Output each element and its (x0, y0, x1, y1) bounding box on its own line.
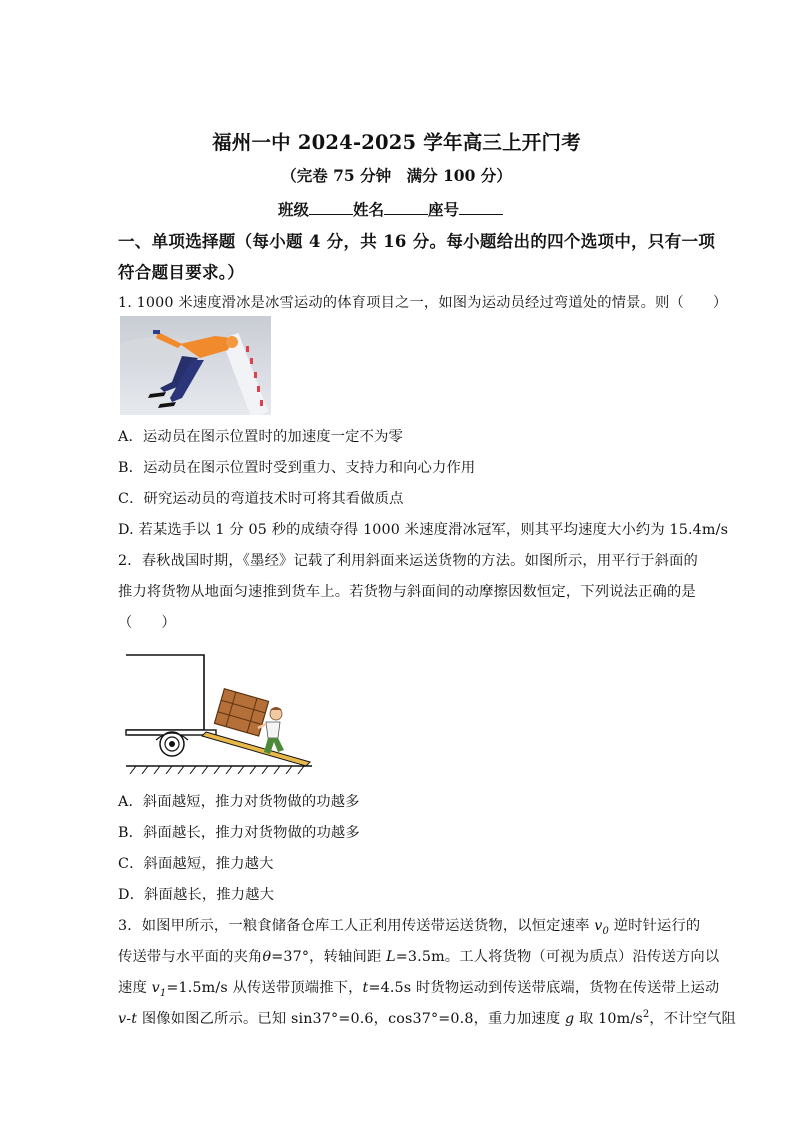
q3-text: 传送带与水平面的夹角 (118, 949, 263, 965)
section-heading-line1: 一、单项选择题（每小题 4 分，共 16 分。每小题给出的四个选项中，只有一项 (118, 232, 716, 251)
name-blank[interactable] (384, 200, 428, 215)
var-t: t (131, 1011, 138, 1027)
q3-text: =4.5s 时货物运动到传送带底端，货物在传送带上运动 (368, 980, 720, 996)
var-theta: θ (262, 949, 272, 965)
exam-subtitle: （完卷 75 分钟 满分 100 分） (281, 166, 512, 185)
q3-text: - (126, 1011, 132, 1027)
var-t: t (362, 980, 369, 996)
subscript: 1 (159, 987, 167, 999)
name-label: 姓名 (353, 200, 385, 219)
speed-skater-image (120, 316, 271, 415)
subscript: 0 (602, 925, 609, 937)
var-v: v (151, 980, 160, 996)
seat-blank[interactable] (459, 200, 503, 215)
q3-text: ，不计空气阻 (649, 1011, 737, 1027)
var-v: v (118, 1011, 127, 1027)
q1-option-c: C．研究运动员的弯道技术时可将其看做质点 (118, 491, 404, 507)
q1-option-a: A．运动员在图示位置时的加速度一定不为零 (118, 429, 403, 445)
q2-option-c: C．斜面越短，推力越大 (118, 856, 274, 872)
student-info-fields (278, 198, 503, 220)
q3-text: 逆时针运行的 (609, 918, 701, 934)
seat-label: 座号 (428, 200, 460, 219)
page-title: 福州一中 2024-2025 学年高三上开门考 (212, 131, 581, 154)
q2-option-b: B．斜面越长，推力对货物做的功越多 (118, 825, 360, 841)
q2-stem-line1: 2．春秋战国时期，《墨经》记载了利用斜面来运送货物的方法。如图所示，用平行于斜面的 (118, 553, 698, 569)
truck-ramp-diagram (120, 648, 318, 774)
q3-text: =3.5m。工人将货物（可视为质点）沿传送方向以 (395, 949, 720, 965)
q2-option-d: D．斜面越长，推力越大 (118, 887, 275, 903)
q3-line3 (118, 977, 719, 999)
var-v: v (594, 918, 603, 934)
class-blank[interactable] (309, 200, 353, 215)
q2-stem-line3: （ ） (118, 615, 176, 631)
var-g: g (565, 1011, 575, 1027)
q3-text: =37°，转轴间距 (271, 949, 387, 965)
q3-text: 3．如图甲所示，一粮食储备仓库工人正利用传送带运送货物，以恒定速率 (118, 918, 595, 934)
class-label: 班级 (278, 200, 310, 219)
q3-text: 取 10m/s (574, 1011, 643, 1027)
q2-option-a: A．斜面越短，推力对货物做的功越多 (118, 794, 360, 810)
q1-option-d: D. 若某选手以 1 分 05 秒的成绩夺得 1000 米速度滑冰冠军，则其平均速度大小约为 15.4m/s (118, 522, 729, 538)
q3-line1 (118, 915, 700, 937)
section-heading-line2: 符合题目要求。） (118, 263, 245, 282)
q3-text: 图像如图乙所示。已知 sin37°=0.6，cos37°=0.8，重力加速度 (137, 1011, 565, 1027)
q2-stem-line2: 推力将货物从地面匀速推到货车上。若货物与斜面间的动摩擦因数恒定，下列说法正确的是 (118, 584, 696, 600)
q3-text: 速度 (118, 980, 152, 996)
q3-line4 (118, 1008, 736, 1028)
var-L: L (386, 949, 396, 965)
superscript: 2 (642, 1009, 650, 1021)
q1-stem: 1. 1000 米速度滑冰是冰雪运动的体育项目之一，如图为运动员经过弯道处的情景。则（ ） (118, 295, 728, 311)
q1-option-b: B．运动员在图示位置时受到重力、支持力和向心力作用 (118, 460, 476, 476)
q3-line2 (118, 946, 719, 966)
q3-text: =1.5m/s 从传送带顶端推下， (166, 980, 363, 996)
